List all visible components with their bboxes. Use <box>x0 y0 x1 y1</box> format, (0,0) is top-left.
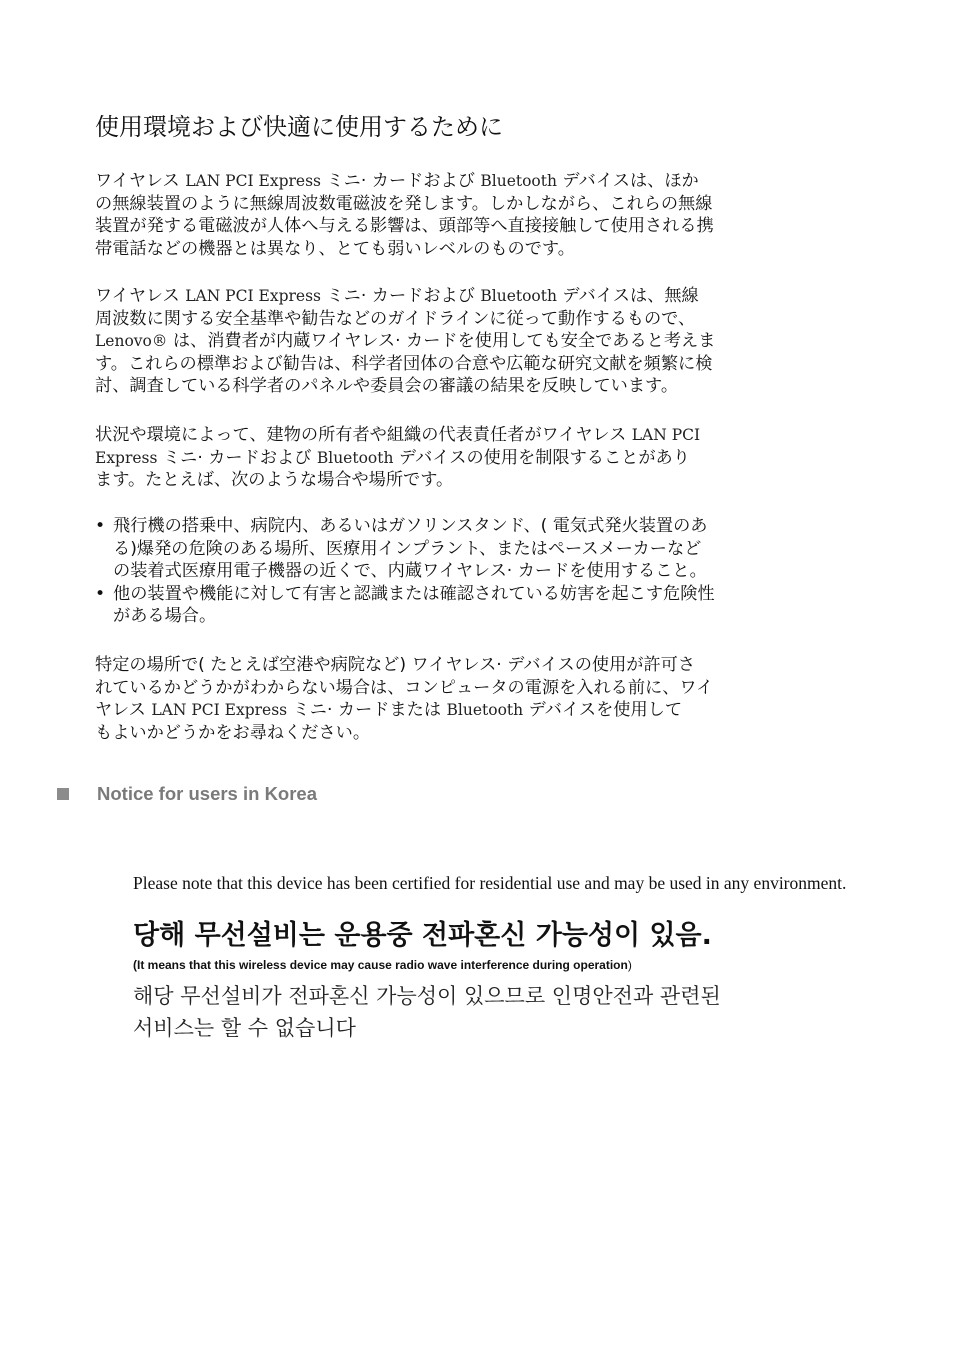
text-run: ワイヤレス <box>95 171 186 191</box>
korean-notice-translation <box>133 956 632 974</box>
paragraph-line: もよいかどうかをお尋ねください。 <box>95 722 371 743</box>
paragraph-3 <box>95 424 830 492</box>
korean-notice-body <box>133 980 853 1044</box>
text-run: ワイヤレス <box>95 286 186 306</box>
paragraph-line <box>95 447 830 470</box>
bullet-icon: • <box>95 583 106 604</box>
translation-close-paren: ) <box>627 958 632 972</box>
text-run-latin: Bluetooth <box>480 172 557 190</box>
translation-text: (It means that this wireless device may cause radio wave interference during operation <box>133 958 628 972</box>
paragraph-2 <box>95 285 830 398</box>
text-run-latin: Express <box>95 448 158 467</box>
text-run-latin: LAN PCI Express <box>185 172 321 190</box>
square-bullet-icon <box>57 788 69 800</box>
paragraph-line <box>95 424 830 447</box>
paragraph-line <box>95 170 830 193</box>
korean-body-line: 해당 무선설비가 전파혼신 가능성이 있으므로 인명안전과 관련된 <box>133 984 721 1008</box>
text-run-latin: LAN PCI Express <box>185 287 321 305</box>
lenovo-brand: Lenovo® <box>95 332 168 350</box>
paragraph-line: ます。たとえば、次のような場合や場所です。 <box>95 470 454 490</box>
english-notice: Please note that this device has been certified for residential use and may be used in any environment. <box>133 873 847 893</box>
text-run: 状況や環境によって、建物の所有者や組織の代表責任者がワイヤレス <box>95 425 632 445</box>
paragraph-line: れているかどうかがわからない場合は、コンピュータの電源を入れる前に、ワイ <box>95 677 714 698</box>
list-item <box>95 583 835 628</box>
text-run: デバイスは、無線 <box>556 286 699 306</box>
text-run: デバイスの使用を制限することがあり <box>393 447 690 468</box>
paragraph-line <box>95 330 830 353</box>
list-item-line: の装着式医療用電子機器の近くで、内蔵ワイヤレス· カードを使用すること。 <box>113 561 707 581</box>
korean-body-line: 서비스는 할 수 없습니다 <box>133 1016 356 1040</box>
paragraph-line: す。これらの標準および勧告は、科学者団体の合意や広範な研究文献を頻繁に検 <box>95 353 713 374</box>
paragraph-line: の無線装置のように無線周波数電磁波を発します。しかしながら、これらの無線 <box>95 193 713 214</box>
korean-notice-title: 당해 무선설비는 운용중 전파혼신 가능성이 있음. <box>133 920 712 951</box>
section-heading-text: Notice for users in Korea <box>97 783 318 804</box>
text-run: ミニ· カードおよび <box>321 171 481 191</box>
text-run: ヤレス <box>95 700 152 720</box>
paragraph-line: 帯電話などの機器とは異なり、とても弱いレベルのものです。 <box>95 238 575 259</box>
paragraph-1 <box>95 170 830 260</box>
list-item-line: 他の装置や機能に対して有害と認識または確認されている妨害を起こす危険性 <box>113 583 715 604</box>
paragraph-line: 周波数に関する安全基準や勧告などのガイドラインに従って動作するもので、 <box>95 308 696 329</box>
list-item <box>95 515 835 583</box>
text-run-latin: LAN PCI <box>631 426 701 444</box>
paragraph-line <box>95 699 830 722</box>
paragraph-line: 装置が発する電磁波が人体へ与える影響は、頭部等へ直接接触して使用される携 <box>95 216 714 236</box>
paragraph-line <box>95 285 830 308</box>
section-heading <box>57 782 557 806</box>
text-run: は、消費者が内蔵ワイヤレス· カードを使用しても安全であると考えま <box>167 331 716 351</box>
text-run: デバイスは、ほか <box>556 171 699 191</box>
text-run: ミニ· カードおよび <box>321 286 481 306</box>
bullet-icon: • <box>95 516 106 536</box>
bullet-list <box>95 515 835 628</box>
page-title: 使用環境および快適に使用するために <box>95 113 503 141</box>
text-run-latin: Bluetooth <box>446 701 524 719</box>
list-item-line: る)爆発の危険のある場所、医療用インプラント、またはペースメーカーなど <box>113 538 702 559</box>
list-item-line: 飛行機の搭乗中、病院内、あるいはガソリンスタンド、( 電気式発火装置のあ <box>113 516 708 536</box>
text-run-latin: LAN PCI Express <box>151 701 288 719</box>
list-item-line: がある場合。 <box>113 606 217 626</box>
paragraph-line: 特定の場所で( たとえば空港や病院など) ワイヤレス· デバイスの使用が許可さ <box>95 655 696 675</box>
text-run: ミニ· カードまたは <box>287 700 447 720</box>
text-run: デバイスを使用して <box>523 700 683 720</box>
paragraph-line: 討、調査している科学者のパネルや委員会の審議の結果を反映しています。 <box>95 376 679 396</box>
text-run: ミニ· カードおよび <box>157 447 317 468</box>
text-run-latin: Bluetooth <box>480 287 557 305</box>
paragraph-4 <box>95 654 830 744</box>
text-run-latin: Bluetooth <box>316 448 394 467</box>
